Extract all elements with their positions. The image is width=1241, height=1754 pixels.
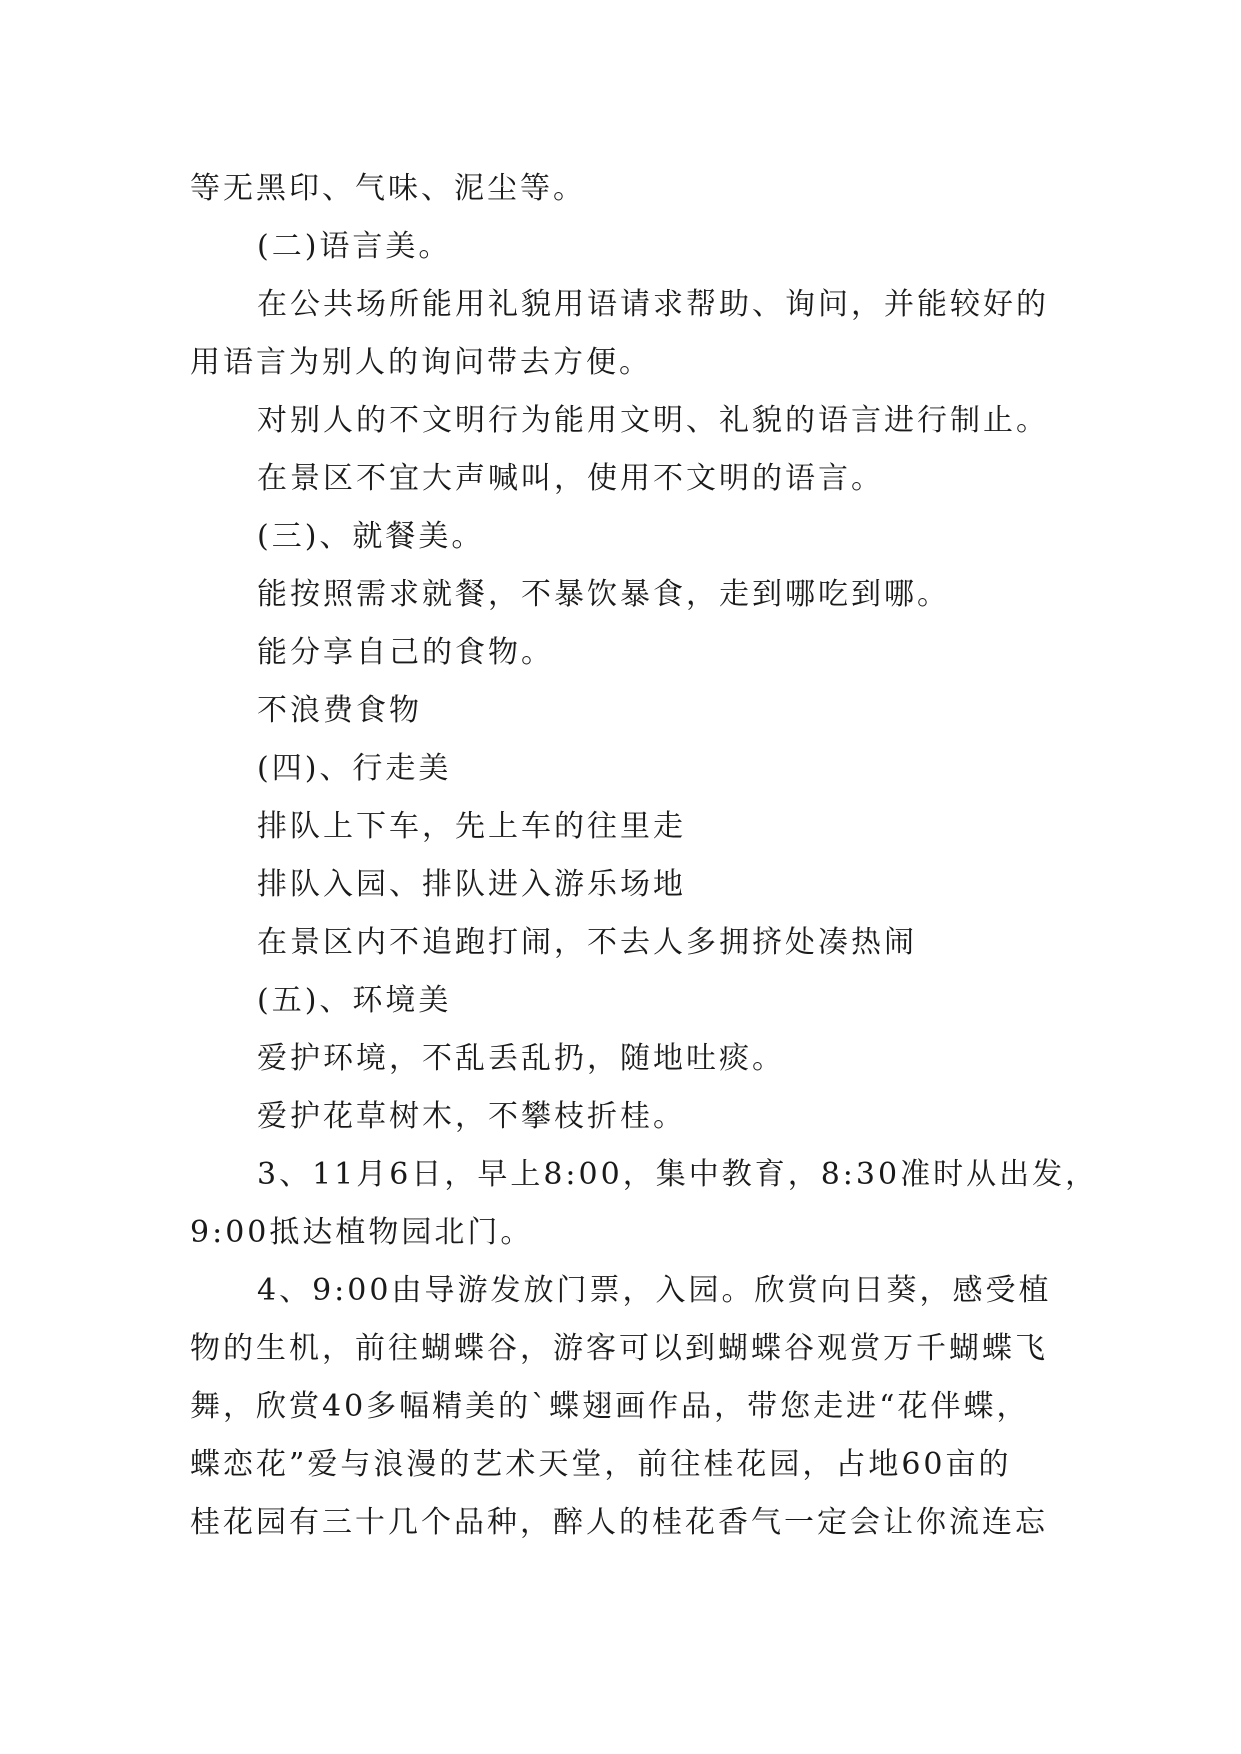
paragraph-line: 桂花园有三十几个品种，醉人的桂花香气一定会让你流连忘 — [190, 1505, 1048, 1540]
section-heading-environment: (五)、环境美 — [257, 983, 452, 1018]
paragraph-line: 蝶恋花”爱与浪漫的艺术天堂，前往桂花园，占地60亩的 — [190, 1447, 1012, 1482]
paragraph-line: 9:00抵达植物园北门。 — [190, 1215, 534, 1250]
paragraph-line: 排队入园、排队进入游乐场地 — [257, 867, 686, 902]
paragraph-line: 物的生机，前往蝴蝶谷，游客可以到蝴蝶谷观赏万千蝴蝶飞 — [190, 1331, 1048, 1366]
paragraph-line: 对别人的不文明行为能用文明、礼貌的语言进行制止。 — [257, 403, 1049, 438]
paragraph-line: 在景区内不追跑打闹，不去人多拥挤处凑热闹 — [257, 925, 917, 960]
section-heading-language: (二)语言美。 — [257, 229, 452, 264]
section-heading-walking: (四)、行走美 — [257, 751, 452, 786]
paragraph-line: 在公共场所能用礼貌用语请求帮助、询问，并能较好的 — [257, 287, 1049, 322]
document-body — [190, 160, 1099, 1552]
paragraph-line: 爱护环境，不乱丢乱扔，随地吐痰。 — [257, 1041, 785, 1076]
section-heading-dining: (三)、就餐美。 — [257, 519, 485, 554]
paragraph-line: 爱护花草树木，不攀枝折桂。 — [257, 1099, 686, 1134]
paragraph-line: 舞，欣赏40多幅精美的`蝶翅画作品，带您走进“花伴蝶， — [190, 1389, 1030, 1424]
paragraph-line: 4、9:00由导游发放门票，入园。欣赏向日葵，感受植 — [257, 1273, 1052, 1308]
paragraph-line: 3、11月6日，早上8:00，集中教育，8:30准时从出发， — [257, 1157, 1099, 1192]
paragraph-line: 在景区不宜大声喊叫，使用不文明的语言。 — [257, 461, 884, 496]
paragraph-line: 能分享自己的食物。 — [257, 635, 554, 670]
paragraph-line: 用语言为别人的询问带去方便。 — [190, 345, 652, 380]
paragraph-line: 排队上下车，先上车的往里走 — [257, 809, 686, 844]
paragraph-line: 等无黑印、气味、泥尘等。 — [190, 171, 586, 206]
paragraph-line: 能按照需求就餐，不暴饮暴食，走到哪吃到哪。 — [257, 577, 950, 612]
paragraph-line: 不浪费食物 — [257, 693, 422, 728]
